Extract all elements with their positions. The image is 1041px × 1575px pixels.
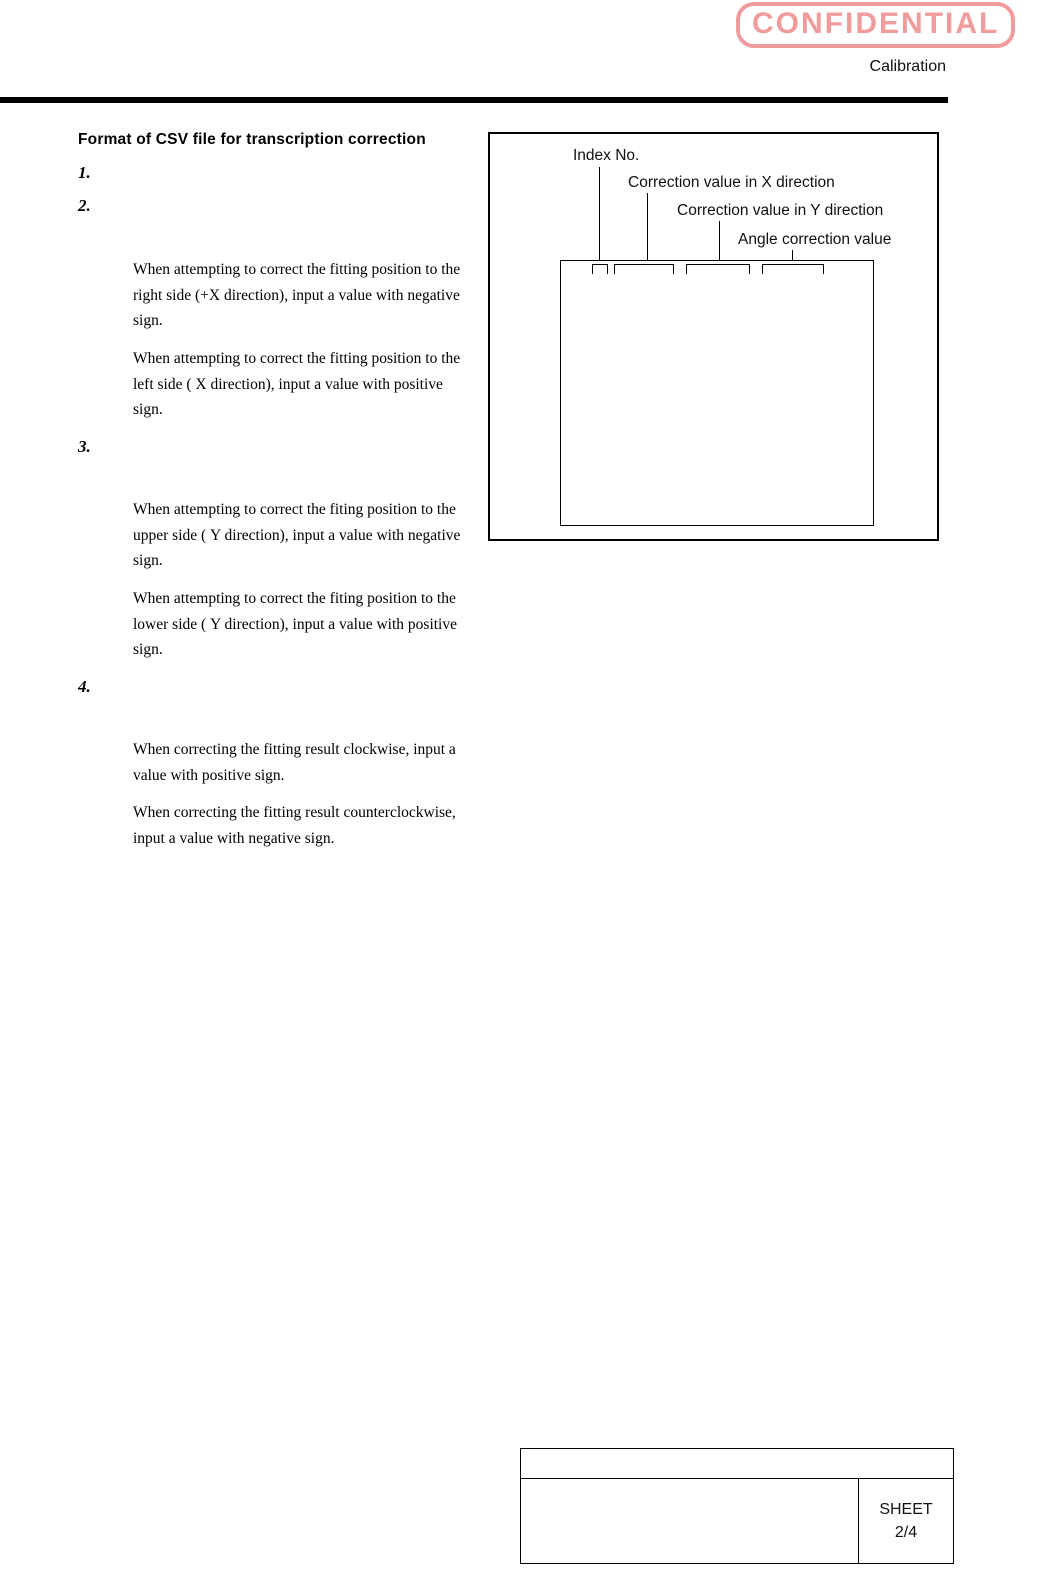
diagram-label-angle-correction: Angle correction value bbox=[738, 231, 892, 248]
sheet-title-block-bottom-row bbox=[521, 1479, 953, 1563]
item3-paragraph-1: When attempting to correct the fiting position to the upper side ( Y direction), input a value with negative sign. bbox=[133, 501, 461, 569]
sheet-number: 2/4 bbox=[894, 1523, 918, 1541]
leader-line-index-no bbox=[599, 167, 600, 264]
diagram-label-x-correction: Correction value in X direction bbox=[628, 174, 835, 191]
section-label: Calibration bbox=[869, 58, 946, 75]
list-number-2: 2. bbox=[78, 196, 91, 215]
csv-sample-box bbox=[560, 260, 874, 526]
column-bracket-index-no bbox=[592, 264, 608, 274]
leader-line-y-correction bbox=[719, 221, 720, 264]
item4-paragraph-1: When correcting the fitting result clockwise, input a value with positive sign. bbox=[133, 741, 456, 784]
list-number-1: 1. bbox=[78, 163, 91, 182]
page-heading: Format of CSV file for transcription correction bbox=[78, 131, 426, 148]
item3-paragraph-2: When attempting to correct the fiting position to the lower side ( Y direction), input a value with positive sign. bbox=[133, 590, 457, 658]
column-bracket-angle-correction bbox=[762, 264, 824, 274]
header-rule bbox=[0, 97, 948, 103]
column-bracket-y-correction bbox=[686, 264, 750, 274]
list-number-4: 4. bbox=[78, 677, 91, 696]
item2-paragraph-1: When attempting to correct the fitting position to the right side (+X direction), input a value with negative sign. bbox=[133, 261, 461, 329]
item4-paragraph-2: When correcting the fitting result counterclockwise, input a value with negative sign. bbox=[133, 804, 456, 847]
sheet-title-block-top-row bbox=[521, 1449, 953, 1479]
diagram-label-index-no: Index No. bbox=[573, 147, 640, 164]
item2-paragraph-2: When attempting to correct the fitting position to the left side ( X direction), input a value with positive sign. bbox=[133, 350, 461, 418]
csv-format-diagram bbox=[488, 132, 939, 541]
sheet-title-block bbox=[520, 1448, 954, 1564]
list-number-3: 3. bbox=[78, 437, 91, 456]
confidential-stamp-text: CONFIDENTIAL bbox=[752, 7, 1000, 40]
leader-line-x-correction bbox=[647, 193, 648, 264]
diagram-label-y-correction: Correction value in Y direction bbox=[677, 202, 884, 219]
sheet-title-block-empty-cell bbox=[521, 1479, 858, 1563]
sheet-label: SHEET bbox=[879, 1500, 933, 1518]
confidential-stamp bbox=[736, 2, 1015, 48]
column-bracket-x-correction bbox=[614, 264, 674, 274]
sheet-number-cell bbox=[858, 1479, 953, 1563]
